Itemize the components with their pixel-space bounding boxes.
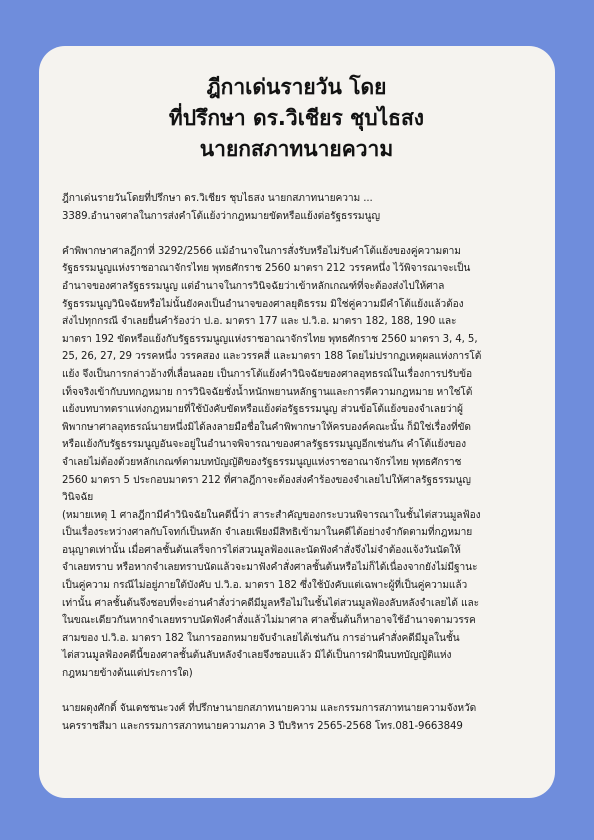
note-line: สามของ ป.วิ.อ. มาตรา 182 ในการออกหมายจับจำเลยได้เช่นกัน การอ่านคำสั่งคดีมีมูลในชั้น	[62, 632, 460, 644]
note-line: กฎหมายข้างต้นแต่ประการใด)	[62, 668, 193, 680]
title-line-1: ฎีกาเด่นรายวัน โดย	[206, 75, 387, 99]
title-line-3: นายกสภาทนายความ	[199, 137, 394, 161]
signature-line-1: นายผดุงศักดิ์ จันเดชชนะวงศ์ ที่ปรึกษานายกสภาทนายความ และกรรมการสภาทนายความจังหวัด	[62, 703, 477, 715]
note-line: จำเลยทราบ หรือหากจำเลยทราบนัดแล้วจะมาฟังคำสั่งศาลชั้นต้นหรือไม่ก็ได้เนื่องจากยังไม่มีฐานะ	[62, 562, 478, 574]
paragraph-gap	[62, 225, 531, 243]
body-line: 25, 26, 27, 29 วรรคหนึ่ง วรรคสอง และวรรคสี่ และมาตรา 188 โดยไม่ปรากฏเหตุผลแห่งการโต้	[62, 351, 482, 363]
note-line: ในขณะเดียวกันหากจำเลยทราบนัดฟังคำสั่งแล้วไม่มาศาล ศาลชั้นต้นก็หาอาจใช้อำนาจตามวรรค	[62, 615, 476, 627]
body-line: มาตรา 192 ขัดหรือแย้งกับรัฐธรรมนูญแห่งราชอาณาจักรไทย พุทธศักราช 2560 มาตรา 3, 4, 5,	[62, 333, 478, 345]
page-title	[62, 72, 531, 165]
body-line: อำนาจของศาลรัฐธรรมนูญ แต่อำนาจในการวินิจฉัยว่าเข้าหลักเกณฑ์ที่จะต้องส่งไปให้ศาล	[62, 280, 445, 292]
body-line: รัฐธรรมนูญแห่งราชอาณาจักรไทย พุทธศักราช 2560 มาตรา 212 วรรคหนึ่ง ไว้พิจารณาจะเป็น	[62, 263, 471, 275]
note-line: ไต่สวนมูลฟ้องคดีนี้ของศาลชั้นต้นลับหลังจำเลยจึงชอบแล้ว มิได้เป็นการฝ่าฝืนบทบัญญัติแห่ง	[62, 650, 452, 662]
intro-line-1: ฎีกาเด่นรายวันโดยที่ปรึกษา ดร.วิเชียร ชุบไธสง นายกสภาทนายความ ...	[62, 193, 373, 204]
paragraph-gap	[62, 683, 531, 701]
intro-line-2: 3389.อำนาจศาลในการส่งคำโต้แย้งว่ากฎหมายขัดหรือแย้งต่อรัฐธรรมนูญ	[62, 210, 380, 222]
body-line: จำเลยไม่ต้องด้วยหลักเกณฑ์ตามบทบัญญัติของรัฐธรรมนูญแห่งราชอาณาจักรไทย พุทธศักราช	[62, 456, 462, 468]
note-line: (หมายเหตุ 1 ศาลฎีกามีคำวินิจฉัยในคดีนี้ว่า สาระสำคัญของกระบวนพิจารณาในชั้นไต่สวนมูลฟ้อง	[62, 509, 481, 521]
body-line: 2560 มาตรา 5 ประกอบมาตรา 212 ที่ศาลฎีกาจะต้องส่งคำร้องของจำเลยไปให้ศาลรัฐธรรมนูญ	[62, 474, 471, 486]
note-line: เป็นเรื่องระหว่างศาลกับโจทก์เป็นหลัก จำเลยเพียงมีสิทธิเข้ามาในคดีได้อย่างจำกัดตามที่กฎหมาย	[62, 527, 473, 539]
body-line: วินิจฉัย	[62, 492, 94, 504]
body-line: พิพากษาศาลอุทธรณ์นายหนึ่งมิได้ลงลายมือชื่อในคำพิพากษาให้ครบองค์คณะนั้น ก็มิใช่เรื่องที่ขัด	[62, 421, 471, 433]
body-line: ส่งไปทุกกรณี จำเลยยื่นคำร้องว่า ป.อ. มาตรา 177 และ ป.วิ.อ. มาตรา 182, 188, 190 และ	[62, 316, 457, 328]
note-line: เท่านั้น ศาลชั้นต้นจึงชอบที่จะอ่านคำสั่งว่าคดีมีมูลหรือไม่ในชั้นไต่สวนมูลฟ้องลับหลังจำเลยได้ และ	[62, 597, 480, 609]
body-line: แย้ง จึงเป็นการกล่าวอ้างที่เลื่อนลอย เป็นการโต้แย้งคำวินิจฉัยของศาลอุทธรณ์ในเรื่องการปรับข้อ	[62, 368, 472, 380]
note-line: อนุญาตเท่านั้น เมื่อศาลชั้นต้นเสร็จการไต่สวนมูลฟ้องและนัดฟังคำสั่งจึงไม่จำต้องแจ้งวันนัดให้	[62, 544, 461, 556]
body-line: เท็จจริงเข้ากับบทกฎหมาย การวินิจฉัยชั่งน้ำหนักพยานหลักฐานและการตีความกฎหมาย หาใช่โต้	[62, 386, 473, 398]
body-line: รัฐธรรมนูญวินิจฉัยหรือไม่นั้นยังคงเป็นอำนาจของศาลยุติธรรม มิใช่คู่ความมีคำโต้แย้งแล้วต้อง	[62, 298, 464, 310]
note-line: เป็นคู่ความ กรณีไม่อยู่ภายใต้บังคับ ป.วิ.อ. มาตรา 182 ซึ่งใช้บังคับแต่เฉพาะผู้ที่เป็นคู่ความแล้ว	[62, 580, 468, 592]
signature-line-2: นครราชสีมา และกรรมการสภาทนายความภาค 3 ปีบริหาร 2565-2568 โทร.081-9663849	[62, 720, 463, 732]
body-line: แย้งบทบาทตราแห่งกฎหมายที่ใช้บังคับขัดหรือแย้งต่อรัฐธรรมนูญ ส่วนข้อโต้แย้งของจำเลยว่าผู้	[62, 404, 463, 416]
title-line-2: ที่ปรึกษา ดร.วิเชียร ชุบไธสง	[168, 106, 425, 130]
article-body	[62, 190, 531, 735]
article-card	[39, 46, 555, 798]
body-line: หรือแย้งกับรัฐธรรมนูญอันจะอยู่ในอำนาจพิจารณาของศาลรัฐธรรมนูญอีกเช่นกัน คำโต้แย้งของ	[62, 439, 466, 451]
body-line: คำพิพากษาศาลฎีกาที่ 3292/2566 แม้อำนาจในการสั่งรับหรือไม่รับคำโต้แย้งของคู่ความตาม	[62, 245, 461, 257]
